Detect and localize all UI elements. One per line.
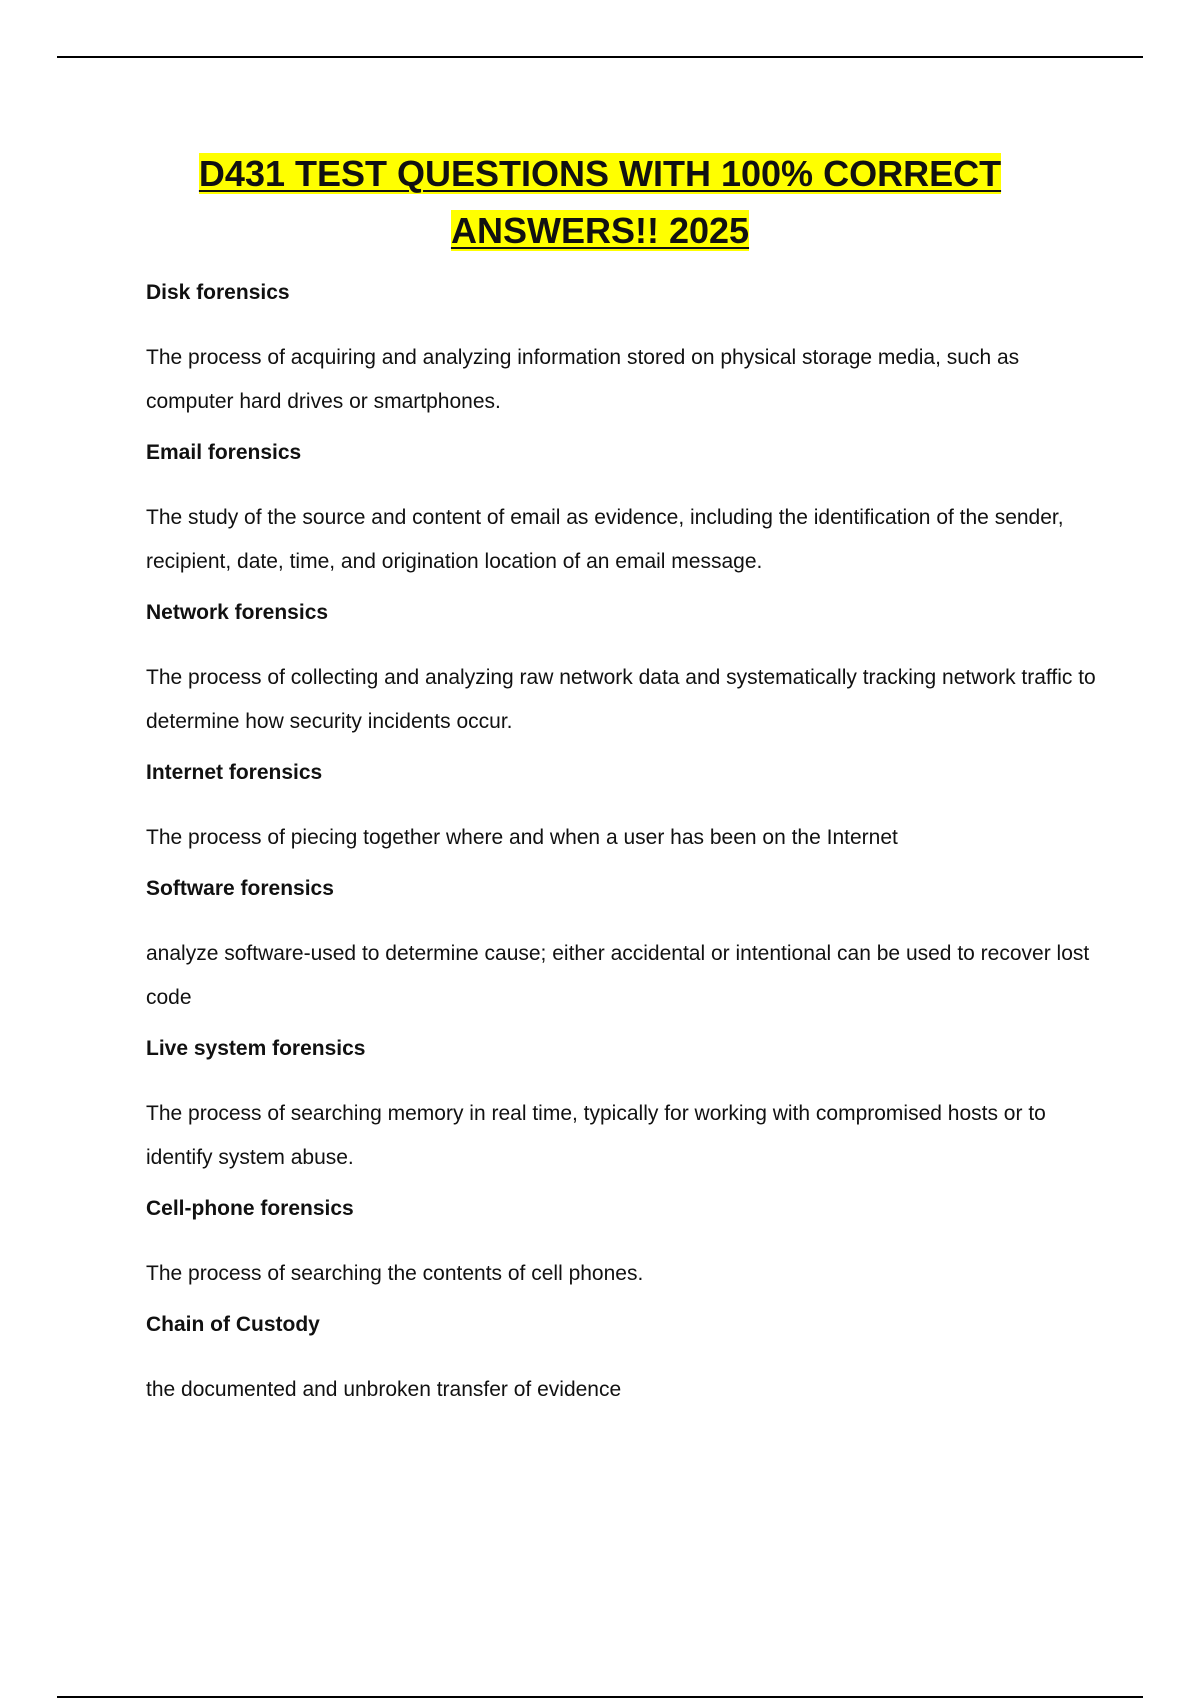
qa-entry — [146, 1194, 1106, 1296]
term-heading: Chain of Custody — [146, 1313, 320, 1336]
term-heading: Network forensics — [146, 601, 329, 624]
term-heading: Internet forensics — [146, 761, 323, 784]
title-line-1: D431 TEST QUESTIONS WITH 100% CORRECT — [198, 153, 1002, 194]
qa-entry — [146, 758, 1106, 860]
term-heading: Software forensics — [146, 877, 334, 900]
title-line-2: ANSWERS!! 2025 — [450, 210, 750, 251]
term-definition: The process of acquiring and analyzing information stored on physical storage media, such as computer hard drives or smartphones. — [146, 346, 1020, 413]
qa-entry — [146, 874, 1106, 1020]
term-definition: The process of collecting and analyzing raw network data and systematically tracking network traffic to determine how security incidents occur. — [146, 666, 1096, 733]
bottom-rule — [57, 1696, 1143, 1698]
qa-entry — [146, 278, 1106, 424]
term-heading: Disk forensics — [146, 281, 290, 304]
qa-list — [146, 278, 1106, 1426]
qa-entry — [146, 1310, 1106, 1412]
qa-entry — [146, 1034, 1106, 1180]
document-title — [60, 145, 1140, 259]
term-definition: The process of searching the contents of cell phones. — [146, 1262, 644, 1285]
term-definition: The process of searching memory in real time, typically for working with compromised hosts or to identify system abuse. — [146, 1102, 1046, 1169]
term-heading: Live system forensics — [146, 1037, 366, 1060]
term-heading: Cell-phone forensics — [146, 1197, 354, 1220]
qa-entry — [146, 438, 1106, 584]
term-heading: Email forensics — [146, 441, 302, 464]
term-definition: analyze software-used to determine cause; either accidental or intentional can be used to recover lost code — [146, 942, 1090, 1009]
qa-entry — [146, 598, 1106, 744]
term-definition: The process of piecing together where and when a user has been on the Internet — [146, 826, 898, 849]
term-definition: the documented and unbroken transfer of evidence — [146, 1378, 622, 1401]
term-definition: The study of the source and content of email as evidence, including the identification of the sender, recipient, date, time, and origination location of an email message. — [146, 506, 1064, 573]
top-rule — [57, 56, 1143, 58]
